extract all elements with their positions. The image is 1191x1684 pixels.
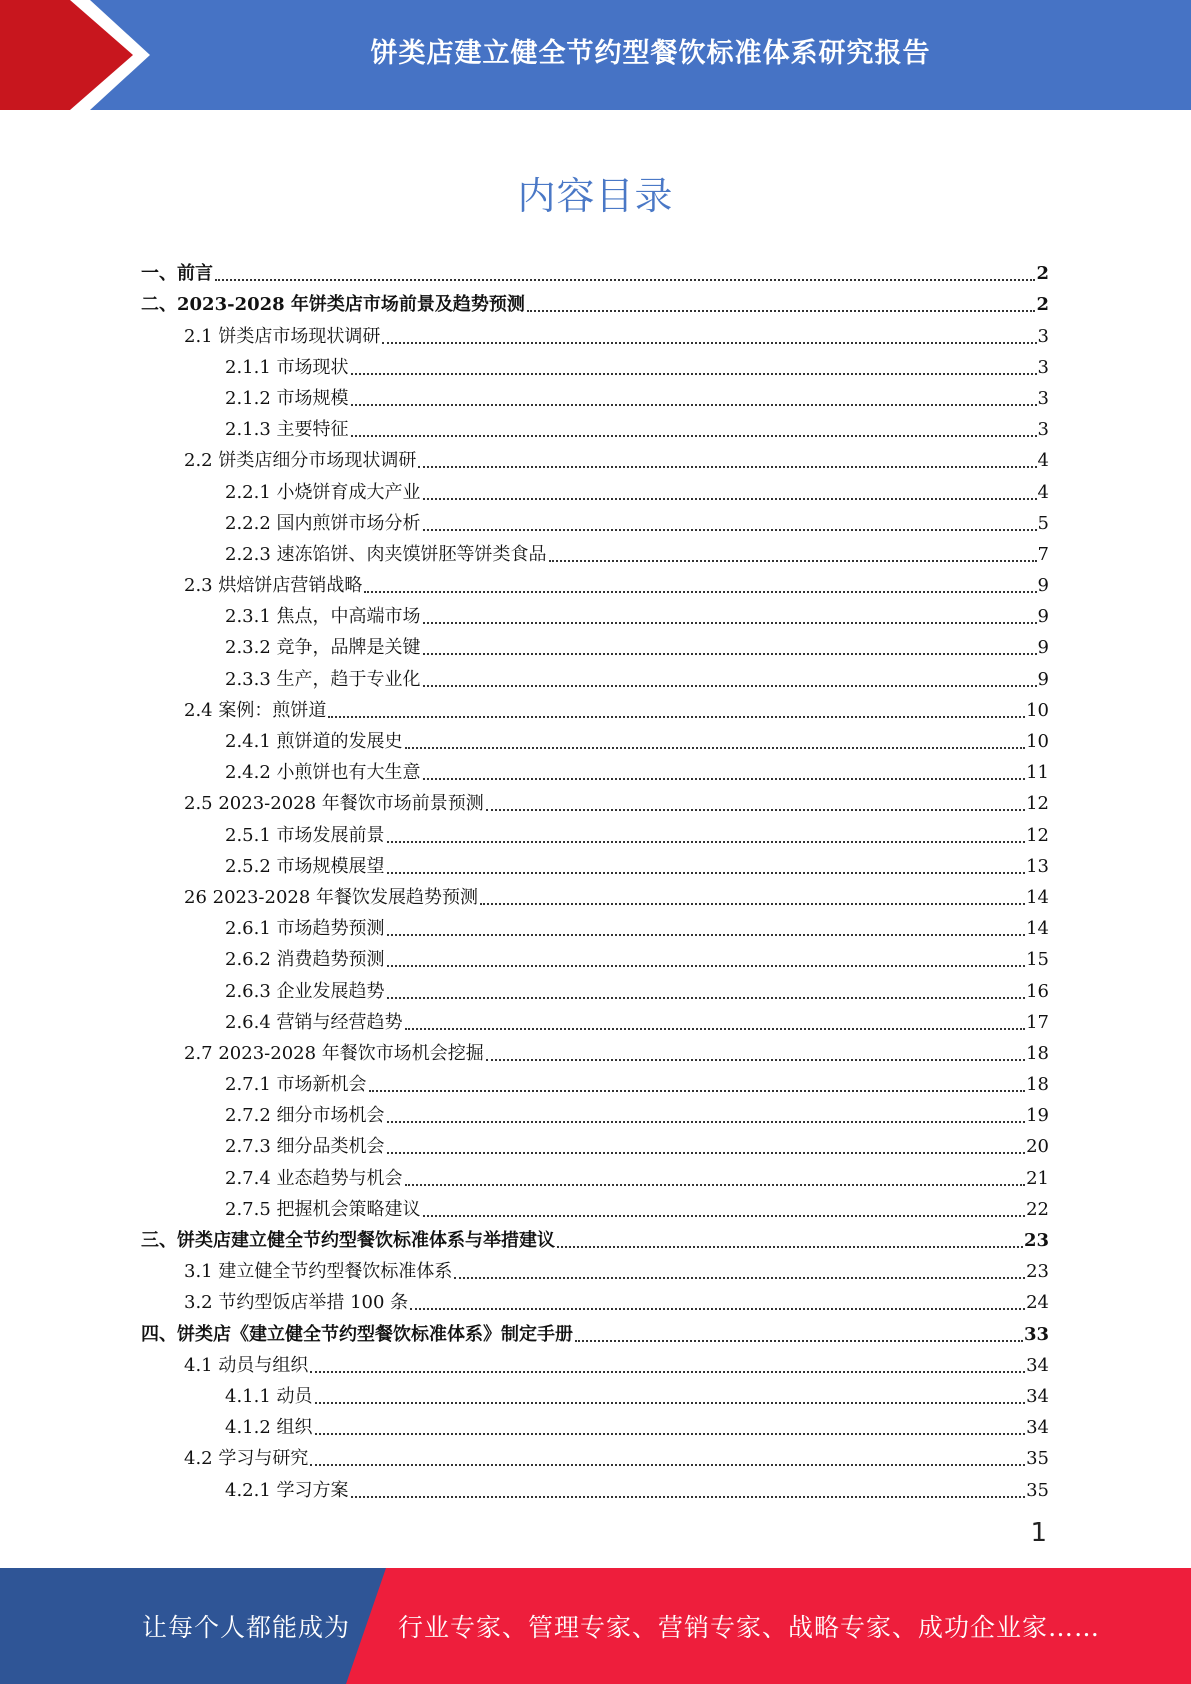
toc-entry-page: 15 [1026, 949, 1049, 971]
toc-entry[interactable] [141, 1190, 1049, 1221]
toc-leader-dots [454, 1273, 1025, 1279]
toc-leader-dots [382, 338, 1036, 344]
toc-entry-page: 18 [1026, 1074, 1049, 1096]
toc-leader-dots [364, 587, 1036, 593]
toc-leader-dots [315, 1429, 1026, 1435]
toc-entry-page: 14 [1026, 886, 1049, 908]
toc-leader-dots [351, 400, 1037, 406]
toc-entry-page: 9 [1037, 606, 1049, 628]
toc-entry-label: 一、前言 [141, 263, 213, 285]
toc-entry-label: 2.5 2023-2028 年餐饮市场前景预测 [184, 793, 484, 815]
toc-leader-dots [423, 618, 1037, 624]
toc-entry-label: 2.3.1 焦点，中高端市场 [225, 606, 421, 628]
toc-entry-page: 4 [1037, 450, 1049, 472]
toc-leader-dots [387, 930, 1026, 936]
toc-entry[interactable] [141, 535, 1049, 566]
toc-entry[interactable] [141, 1439, 1049, 1470]
toc-entry-page: 17 [1026, 1011, 1049, 1033]
toc-leader-dots [423, 681, 1037, 687]
toc-leader-dots [423, 649, 1037, 655]
toc-entry-label: 2.6.4 营销与经营趋势 [225, 1011, 403, 1033]
toc-entry-page: 10 [1026, 699, 1049, 721]
toc-entry[interactable] [141, 691, 1049, 722]
toc-entry[interactable] [141, 441, 1049, 472]
toc-entry-page: 34 [1026, 1385, 1049, 1407]
toc-entry-label: 2.6.2 消费趋势预测 [225, 949, 385, 971]
toc-entry-label: 2.1.1 市场现状 [225, 356, 349, 378]
toc-entry[interactable] [141, 504, 1049, 535]
toc-leader-dots [423, 1211, 1026, 1217]
toc-leader-dots [387, 868, 1026, 874]
toc-entry-label: 2.7.4 业态趋势与机会 [225, 1167, 403, 1189]
report-title: 饼类店建立健全节约型餐饮标准体系研究报告 [370, 37, 931, 69]
toc-entry[interactable] [141, 348, 1049, 379]
toc-entry-label: 2.7.1 市场新机会 [225, 1074, 367, 1096]
toc-entry-page: 19 [1026, 1105, 1049, 1127]
toc-entry[interactable] [141, 1034, 1049, 1065]
toc-heading: 内容目录 [517, 174, 674, 218]
toc-entry[interactable] [141, 316, 1049, 347]
toc-entry-page: 5 [1037, 512, 1049, 534]
toc-leader-dots [557, 1242, 1023, 1248]
toc-entry-label: 2.2.2 国内煎饼市场分析 [225, 512, 421, 534]
toc-leader-dots [549, 556, 1037, 562]
toc-leader-dots [387, 961, 1026, 967]
toc-leader-dots [310, 1460, 1025, 1466]
toc-entry[interactable] [141, 784, 1049, 815]
toc-entry-label: 三、饼类店建立健全节约型餐饮标准体系与举措建议 [141, 1230, 555, 1251]
toc-entry[interactable] [141, 847, 1049, 878]
toc-entry-label: 2.2.3 速冻馅饼、肉夹馍饼胚等饼类食品 [225, 543, 547, 565]
footer-slogan-left: 让每个人都能成为 [142, 1613, 351, 1642]
toc-entry[interactable] [141, 1314, 1049, 1345]
toc-entry[interactable] [141, 1470, 1049, 1501]
toc-entry-page: 18 [1026, 1042, 1049, 1064]
toc-entry[interactable] [141, 1377, 1049, 1408]
toc-entry[interactable] [141, 379, 1049, 410]
toc-leader-dots [423, 525, 1037, 531]
toc-entry-page: 20 [1026, 1136, 1049, 1158]
toc-leader-dots [351, 1492, 1026, 1498]
toc-entry[interactable] [141, 472, 1049, 503]
toc-entry-page: 4 [1037, 481, 1049, 503]
toc-entry[interactable] [141, 1065, 1049, 1096]
toc-entry-label: 2.7.5 把握机会策略建议 [225, 1198, 421, 1220]
toc-entry[interactable] [141, 1127, 1049, 1158]
toc-entry-page: 12 [1026, 824, 1049, 846]
toc-entry-label: 四、饼类店《建立健全节约型餐饮标准体系》制定手册 [141, 1323, 573, 1345]
toc-entry[interactable] [141, 659, 1049, 690]
toc-entry[interactable] [141, 285, 1049, 316]
toc-entry[interactable] [141, 1003, 1049, 1034]
report-footer [0, 1568, 1191, 1684]
toc-entry-page: 33 [1023, 1323, 1049, 1345]
toc-entry-page: 2 [1036, 263, 1049, 285]
toc-leader-dots [215, 275, 1035, 281]
toc-entry[interactable] [141, 1221, 1049, 1252]
toc-entry-label: 2.7.3 细分品类机会 [225, 1136, 385, 1158]
toc-entry-label: 2.1.2 市场规模 [225, 387, 349, 409]
toc-entry-page: 2 [1036, 294, 1049, 316]
toc-entry-label: 2.2 饼类店细分市场现状调研 [184, 450, 417, 472]
toc-entry-label: 二、2023-2028 年饼类店市场前景及趋势预测 [141, 294, 525, 316]
toc-leader-dots [486, 805, 1025, 811]
toc-entry[interactable] [141, 940, 1049, 971]
toc-entry-label: 3.1 建立健全节约型餐饮标准体系 [184, 1261, 453, 1283]
toc-entry-label: 2.3.2 竞争，品牌是关键 [225, 637, 421, 659]
table-of-contents [141, 254, 1049, 1502]
toc-entry-label: 2.2.1 小烧饼育成大产业 [225, 481, 421, 503]
toc-entry-label: 2.4.1 煎饼道的发展史 [225, 731, 403, 752]
toc-entry[interactable] [141, 1408, 1049, 1439]
footer-slogan-right: 行业专家、管理专家、营销专家、战略专家、成功企业家…… [398, 1613, 1101, 1642]
toc-leader-dots [387, 837, 1026, 843]
toc-entry-page: 3 [1037, 419, 1049, 441]
toc-entry-label: 26 2023-2028 年餐饮发展趋势预测 [184, 886, 479, 908]
toc-entry[interactable] [141, 1283, 1049, 1314]
toc-leader-dots [351, 369, 1037, 375]
toc-entry-page: 9 [1037, 668, 1049, 690]
toc-leader-dots [527, 306, 1036, 312]
toc-leader-dots [418, 462, 1036, 468]
toc-entry-label: 2.5.1 市场发展前景 [225, 824, 385, 846]
toc-entry-page: 13 [1026, 855, 1049, 877]
toc-entry-label: 3.2 节约型饭店举措 100 条 [184, 1292, 409, 1314]
toc-entry[interactable] [141, 722, 1049, 753]
toc-leader-dots [387, 1148, 1026, 1154]
toc-entry-page: 22 [1026, 1198, 1049, 1220]
toc-leader-dots [486, 1055, 1025, 1061]
toc-entry[interactable] [141, 971, 1049, 1002]
toc-entry-page: 7 [1037, 543, 1049, 565]
toc-entry-page: 21 [1026, 1167, 1049, 1189]
toc-leader-dots [405, 743, 1026, 749]
toc-entry-label: 2.7.2 细分市场机会 [225, 1105, 385, 1127]
toc-leader-dots [351, 431, 1037, 437]
toc-entry-page: 35 [1026, 1479, 1049, 1501]
toc-entry[interactable] [141, 1252, 1049, 1283]
toc-entry-page: 9 [1037, 637, 1049, 659]
toc-entry-page: 16 [1026, 980, 1049, 1002]
report-header [0, 0, 1191, 110]
toc-leader-dots [405, 1024, 1026, 1030]
toc-entry-page: 3 [1037, 325, 1049, 347]
toc-leader-dots [575, 1336, 1023, 1342]
toc-leader-dots [423, 774, 1026, 780]
toc-entry-label: 4.1.2 组织 [225, 1417, 313, 1439]
toc-entry-page: 3 [1037, 387, 1049, 409]
toc-leader-dots [423, 494, 1037, 500]
toc-entry-page: 11 [1026, 762, 1049, 784]
toc-entry[interactable] [141, 909, 1049, 940]
toc-entry-label: 2.4.2 小煎饼也有大生意 [225, 762, 421, 784]
toc-entry-label: 4.1.1 动员 [225, 1385, 313, 1407]
toc-entry-page: 3 [1037, 356, 1049, 378]
toc-entry-label: 2.6.3 企业发展趋势 [225, 980, 385, 1002]
toc-entry[interactable] [141, 597, 1049, 628]
toc-entry[interactable] [141, 566, 1049, 597]
toc-entry[interactable] [141, 410, 1049, 441]
toc-entry-page: 12 [1026, 793, 1049, 815]
toc-leader-dots [387, 1117, 1026, 1123]
toc-entry-label: 4.2 学习与研究 [184, 1448, 309, 1470]
toc-leader-dots [410, 1304, 1025, 1310]
toc-leader-dots [405, 1180, 1026, 1186]
toc-entry-label: 2.3 烘焙饼店营销战略 [184, 575, 363, 597]
toc-entry-label: 2.1.3 主要特征 [225, 419, 349, 441]
toc-entry-page: 35 [1026, 1448, 1049, 1470]
toc-entry-label: 2.3.3 生产，趋于专业化 [225, 668, 421, 690]
toc-entry-page: 9 [1037, 575, 1049, 597]
toc-entry[interactable] [141, 1158, 1049, 1189]
toc-leader-dots [315, 1398, 1026, 1404]
toc-entry[interactable] [141, 878, 1049, 909]
toc-entry-page: 23 [1026, 1261, 1049, 1283]
toc-entry[interactable] [141, 753, 1049, 784]
toc-entry-page: 24 [1026, 1292, 1049, 1314]
toc-entry[interactable] [141, 628, 1049, 659]
toc-entry[interactable] [141, 1096, 1049, 1127]
toc-entry[interactable] [141, 815, 1049, 846]
toc-entry-page: 10 [1026, 731, 1049, 752]
toc-leader-dots [480, 899, 1025, 905]
toc-entry-label: 2.6.1 市场趋势预测 [225, 918, 385, 940]
toc-leader-dots [310, 1367, 1025, 1373]
toc-entry-page: 23 [1023, 1230, 1049, 1251]
toc-entry-label: 2.5.2 市场规模展望 [225, 855, 385, 877]
toc-entry-page: 34 [1026, 1354, 1049, 1376]
toc-entry-label: 4.2.1 学习方案 [225, 1479, 349, 1501]
toc-entry-label: 2.1 饼类店市场现状调研 [184, 325, 381, 347]
toc-entry-page: 34 [1026, 1417, 1049, 1439]
toc-leader-dots [369, 1086, 1026, 1092]
toc-entry-label: 2.7 2023-2028 年餐饮市场机会挖掘 [184, 1042, 484, 1064]
toc-leader-dots [328, 712, 1025, 718]
page-number: 1 [1030, 1518, 1047, 1548]
toc-entry[interactable] [141, 1346, 1049, 1377]
toc-entry-label: 4.1 动员与组织 [184, 1354, 309, 1376]
toc-entry[interactable] [141, 254, 1049, 285]
toc-entry-label: 2.4 案例：煎饼道 [184, 699, 327, 721]
toc-entry-page: 14 [1026, 918, 1049, 940]
toc-leader-dots [387, 993, 1026, 999]
